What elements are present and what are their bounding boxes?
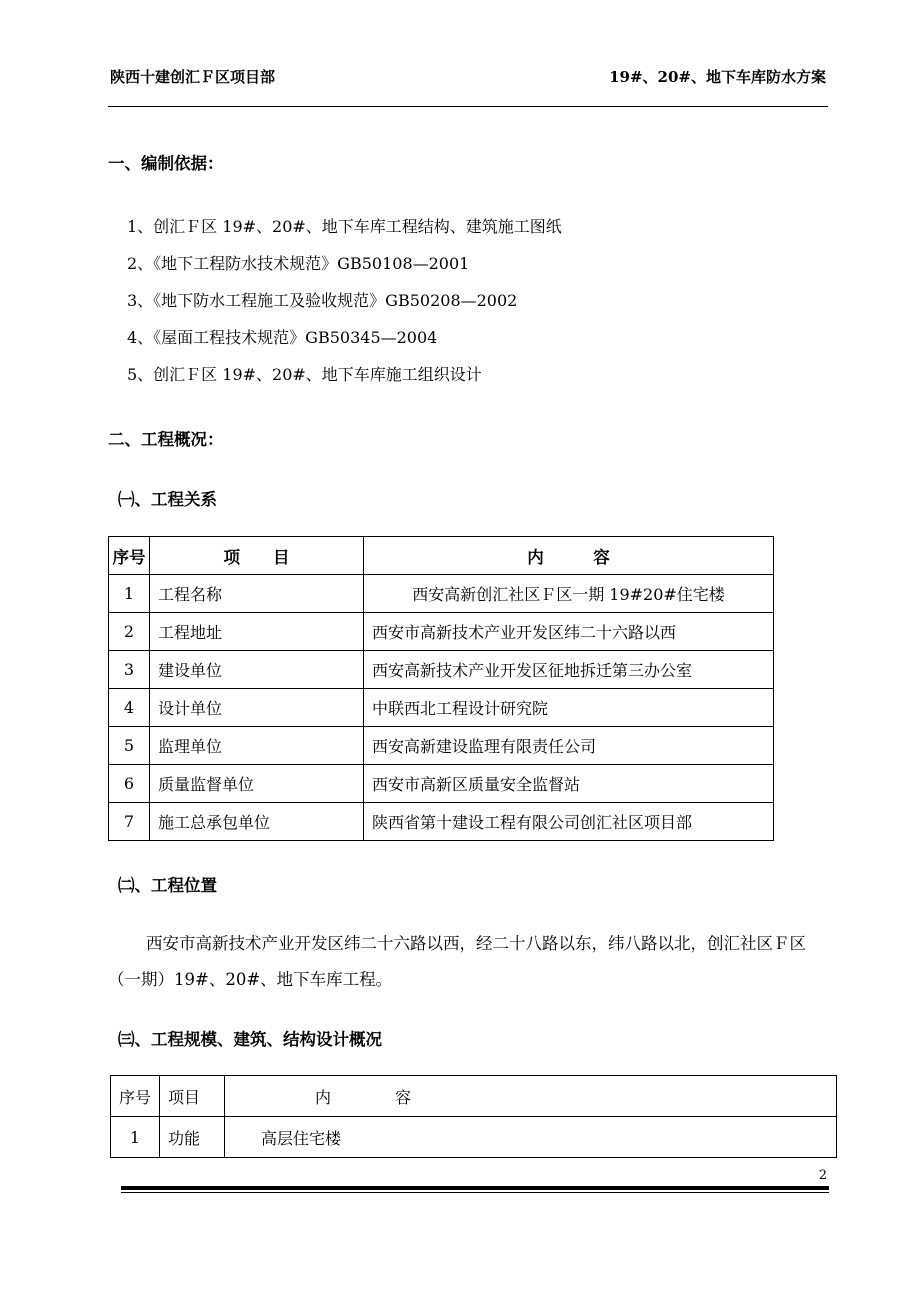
header-left-title: 陕西十建创汇Ｆ区项目部 — [110, 68, 276, 86]
row-item: 工程名称 — [150, 575, 364, 613]
row-item: 施工总承包单位 — [150, 803, 364, 841]
design-overview-table — [110, 1075, 837, 1158]
table-row — [111, 1117, 837, 1158]
row-index: 2 — [109, 613, 150, 651]
row-index: 5 — [109, 727, 150, 765]
footer-divider-thick — [121, 1186, 829, 1190]
project-relations-table — [108, 536, 774, 841]
row-index: 7 — [109, 803, 150, 841]
header-cell-index: 序号 — [109, 537, 150, 575]
project-location-paragraph: 西安市高新技术产业开发区纬二十六路以西，经二十八路以东，纬八路以北，创汇社区Ｆ区（一期）19#、20#、地下车库工程。 — [108, 934, 806, 989]
header-cell-content: 内 容 — [364, 537, 774, 575]
basis-item-4: 4、《屋面工程技术规范》GB50345—2004 — [127, 328, 438, 347]
row-content: 西安高新技术产业开发区征地拆迁第三办公室 — [364, 651, 774, 689]
row-index: 1 — [111, 1117, 160, 1158]
subsection-1-heading: ㈠、工程关系 — [118, 490, 217, 509]
row-item: 建设单位 — [150, 651, 364, 689]
row-item: 设计单位 — [150, 689, 364, 727]
row-index: 1 — [109, 575, 150, 613]
basis-item-3: 3、《地下防水工程施工及验收规范》GB50208—2002 — [127, 291, 518, 310]
row-content: 高层住宅楼 — [225, 1117, 837, 1158]
table-row — [109, 651, 774, 689]
header-cell-item: 项目 — [160, 1076, 225, 1117]
row-content: 西安高新创汇社区Ｆ区一期 19#20#住宅楼 — [364, 575, 774, 613]
table-row — [109, 689, 774, 727]
table-header-row — [111, 1076, 837, 1117]
header-cell-index: 序号 — [111, 1076, 160, 1117]
header-cell-item: 项 目 — [150, 537, 364, 575]
table-row — [109, 803, 774, 841]
section-1-heading: 一、编制依据： — [108, 154, 224, 173]
table-header-row — [109, 537, 774, 575]
row-content: 西安市高新技术产业开发区纬二十六路以西 — [364, 613, 774, 651]
header-cell-content: 内 容 — [225, 1076, 837, 1117]
row-content: 陕西省第十建设工程有限公司创汇社区项目部 — [364, 803, 774, 841]
subsection-3-heading: ㈢、工程规模、建筑、结构设计概况 — [118, 1030, 382, 1049]
row-item: 工程地址 — [150, 613, 364, 651]
row-index: 6 — [109, 765, 150, 803]
row-index: 3 — [109, 651, 150, 689]
basis-item-2: 2、《地下工程防水技术规范》GB50108—2001 — [127, 254, 470, 273]
section-2-heading: 二、工程概况： — [108, 430, 224, 449]
table-row — [109, 765, 774, 803]
page-number: 2 — [818, 1168, 827, 1183]
row-item: 质量监督单位 — [150, 765, 364, 803]
footer-divider-thin — [121, 1192, 829, 1193]
subsection-2-heading: ㈡、工程位置 — [118, 876, 217, 895]
basis-item-1: 1、创汇Ｆ区 19#、20#、地下车库工程结构、建筑施工图纸 — [127, 217, 562, 236]
row-content: 西安高新建设监理有限责任公司 — [364, 727, 774, 765]
row-item: 功能 — [160, 1117, 225, 1158]
header-right-title: 19#、20#、地下车库防水方案 — [609, 68, 826, 86]
table-row — [109, 613, 774, 651]
row-content: 中联西北工程设计研究院 — [364, 689, 774, 727]
table-row — [109, 727, 774, 765]
table-row — [109, 575, 774, 613]
row-index: 4 — [109, 689, 150, 727]
row-item: 监理单位 — [150, 727, 364, 765]
basis-item-5: 5、创汇Ｆ区 19#、20#、地下车库施工组织设计 — [127, 365, 482, 384]
row-content: 西安市高新区质量安全监督站 — [364, 765, 774, 803]
header-divider — [108, 106, 828, 107]
